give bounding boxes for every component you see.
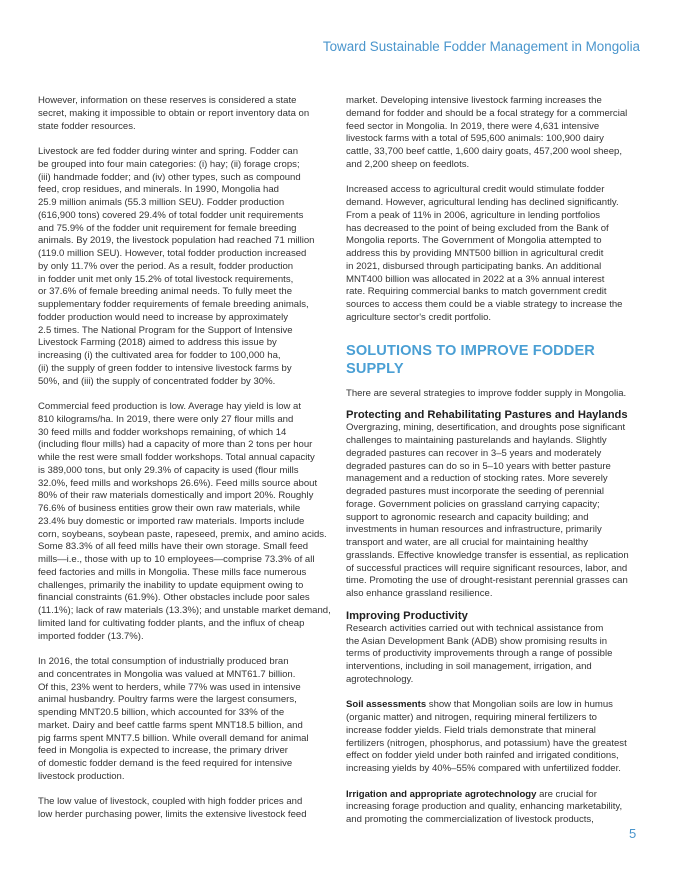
lead-soil-assessments: Soil assessments [346,699,427,711]
paragraph: Livestock are fed fodder during winter and spring. Fodder can be grouped into four main categories: (i) hay; (ii) forage crops; (iii) handmade fodder; and (iv) other types, such as compound feed, crop residues, and minerals. In 1990, Mongolia had 25.9 million animals (55.3 million SEU). Fodder production (616,900 tons) covered 29.4% of total fodder unit requirements and 75.9% of the fodder unit requirement for female breeding animals. By 2019, the livestock population had reached 71 million (119.0 million SEU). However, total fodder production increased by only 11.7% over the period. As a result, fodder production in fodder unit met only 15.2% of total livestock requirements, or 37.6% of female breeding animal needs. To fully meet the supplementary fodder requirements of female breeding animals, fodder production would need to increase by approximately 2.5 times. The National Program for the Support of Intensive Livestock Farming (2018) aimed to address this issue by increasing (i) the cultivated area for fodder to 100,000 ha, (ii) the supply of green fodder to intensive livestock farms by 50%, and (iii) the supply of concentrated fodder by 30%. [38,146,315,387]
irrigation-text: are crucial for increasing forage production and quality, enhancing marketability, and promoting the commercialization of livestock products, [346,788,623,825]
page-number: 5 [629,826,637,841]
paragraph: However, information on these reserves is considered a state secret, making it impossible to obtain or report inventory data on state fodder resources. [38,95,310,132]
right-column [346,95,651,840]
paragraph: The low value of livestock, coupled with high fodder prices and low herder purchasing power, limits the extensive livestock feed [38,796,307,820]
paragraph-irrigation [346,789,651,827]
paragraph: market. Developing intensive livestock farming increases the demand for fodder and should be a focal strategy for a commercial feed sector in Mongolia. In 2019, there were 4,631 intensive livestock farms with a total of 595,600 animals: 100,900 dairy cattle, 33,700 beef cattle, 1,600 dairy goats, 457,200 wool sheep, and 2,200 sheep on feedlots. [346,95,628,170]
paragraph: In 2016, the total consumption of industrially produced bran and concentrates in Mongolia was valued at MNT61.7 billion. Of this, 23% went to herders, while 77% was used in intensive animal husbandry. Poultry farms were the largest consumers, spending MNT20.5 billion, which accounted for 33% of the market. Dairy and beef cattle farms spent MNT18.5 billion, and pig farms spent MNT7.5 billion. While overall demand for animal feed in Mongolia is expected to increase, the primary driver of domestic fodder demand is the feed required for intensive livestock production. [38,656,309,782]
subheading-productivity: Improving Productivity [346,609,468,622]
lead-irrigation: Irrigation and appropriate agrotechnology [346,788,537,800]
subheading-pastures: Protecting and Rehabilitating Pastures and Haylands [346,409,628,422]
paragraph-soil [346,699,651,776]
soil-text: show that Mongolian soils are low in humus (organic matter) and nitrogen, requiring mineral fertilizers to increase fodder yields. Field trials demonstrate that mineral fertilizers (nitrogen, phosphorus, and potassium) have the greatest effect on fodder yield under both rainfed and irrigated conditions, increasing yields by 40%–55% compared with unfertilized fodder. [346,699,627,774]
paragraph: Increased access to agricultural credit would stimulate fodder demand. However, agricultural lending has declined significantly. From a peak of 11% in 2006, agriculture in lending portfolios has decreased to the point of being excluded from the Bank of Mongolia reports. The Government of Mongolia attempted to address this by providing MNT500 billion in agricultural credit in 2021, disbursed through participating banks. An additional MNT400 billion was allocated in 2022 at a 3% annual interest rate. Requiring commercial banks to match government credit sources to access them could be a viable strategy to increase the agriculture sector's credit portfolio. [346,184,623,323]
paragraph: Commercial feed production is low. Average hay yield is low at 810 kilograms/ha. In 2019, there were only 27 flour mills and 30 feed mills and fodder workshops remaining, of which 14 (including flour mills) had a capacity of more than 2 tons per hour while the rest were small fodder workshops. Total annual capacity is 389,000 tons, but only 29.3% of capacity is used (flour mills 32.0%, feed mills and workshops 26.6%). Feed mills source about 80% of their raw materials domestically and import 20%. Roughly 76.6% of business entities grow their own raw materials, while 23.4% buy domestic or imported raw materials. Imports include corn, soybeans, soybean paste, rapeseed, premix, and amino acids. Some 83.3% of all feed mills have their own storage. Small feed mills—i.e., those with up to 10 employees—comprise 73.3% of all feed factories and mills in Mongolia. These mills face numerous challenges, primarily the inability to update equipment owing to financial constraints (61.9%). Other obstacles include poor sales (11.1%); lack of raw materials (13.3%); and unstable market demand, limited land for cultivating fodder plants, and the influx of cheap imported fodder (13.7%). [38,401,331,642]
paragraph: Overgrazing, mining, desertification, and droughts pose significant challenges to maintaining pasturelands and haylands. Slightly degraded pastures can recover in 3–5 years and moderately degraded pastures can do so in 5–10 years with better pasture management and a reduction of stocking rates. More severely degraded pastures must incorporate the seeding of perennial forage. Government policies on grassland carrying capacity; support to agronomic research and capacity building; and investments in human resources and infrastructure, primarily transport and water, are all crucial for maintaining healthy grasslands. Effective knowledge transfer is essential, as replication of successful practices will require significant resources, labor, and time. Promoting the use of drought-resistant perennial grasses can also enhance grassland resilience. [346,422,629,599]
section-heading: SOLUTIONS TO IMPROVE FODDER SUPPLY [346,342,595,377]
left-column [38,95,338,835]
paragraph: Research activities carried out with technical assistance from the Asian Development Bank (ADB) show promising results in terms of productivity improvements through a range of possible interventions, including in soil management, irrigation, and agrotechnology. [346,622,613,685]
section-intro: There are several strategies to improve fodder supply in Mongolia. [346,387,627,399]
running-header: Toward Sustainable Fodder Management in Mongolia [322,39,640,54]
